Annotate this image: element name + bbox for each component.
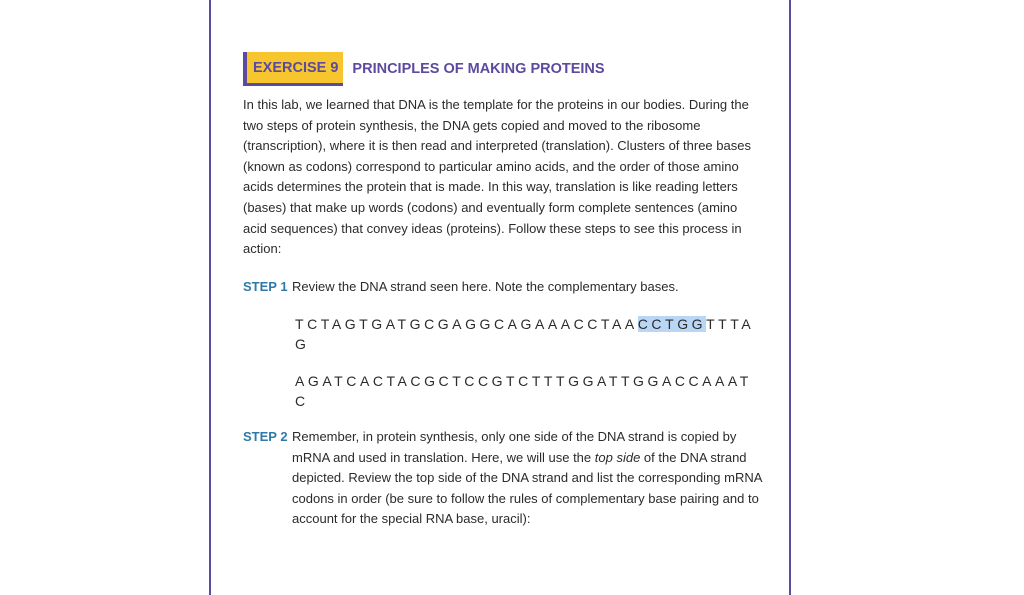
step-1-label: STEP 1 [243,279,288,294]
exercise-header [243,52,605,86]
dna-strand-top[interactable] [295,314,763,354]
step-1-text: Review the DNA strand seen here. Note the complementary bases. [292,279,679,294]
exercise-title: PRINCIPLES OF MAKING PROTEINS [352,61,605,77]
step-2-text-part-2: of the DNA strand depicted. Review the top side of the DNA strand and list the corresponding mRNA codons in order (be sure to follow the rules of complementary base pairing and to account for the special RNA base, uracil): [292,449,762,527]
step-2-text-part-1: Remember, in protein synthesis, only one side of the DNA strand is copied by mRNA and used in translation. Here, we will use the [292,429,737,465]
intro-paragraph: In this lab, we learned that DNA is the template for the proteins in our bodies. During the two steps of protein synthesis, the DNA gets copied and moved to the ribosome (transcription), where it is then read and interpreted (translation). Clusters of three bases (known as codons) correspond to particular amino acids, and the order of those amino acids determines the protein that is made. In this way, translation is like reading letters (bases) that make up words (codons) and eventually form complete sentences (amino acid sequences) that convey ideas (proteins). Follow these steps to see this process in action: [243,97,751,257]
exercise-tag: EXERCISE 9 [243,52,343,86]
dna-strand-bottom[interactable]: AGATCACTACGCTCCGTCTTTGGATTGGACCAAATC [295,373,752,409]
step-2 [243,427,762,530]
step-2-label: STEP 2 [243,429,288,444]
step-2-text [292,427,762,530]
dna-top-part-2: TTTAG [295,316,755,352]
dna-top-part-1: TCTAGTGATGCGAGGCAGAAACCTAA [295,316,638,332]
step-1 [243,277,762,298]
dna-top-selected-text[interactable]: CCTGG [637,316,707,332]
step-2-emphasis: top side [594,449,641,465]
